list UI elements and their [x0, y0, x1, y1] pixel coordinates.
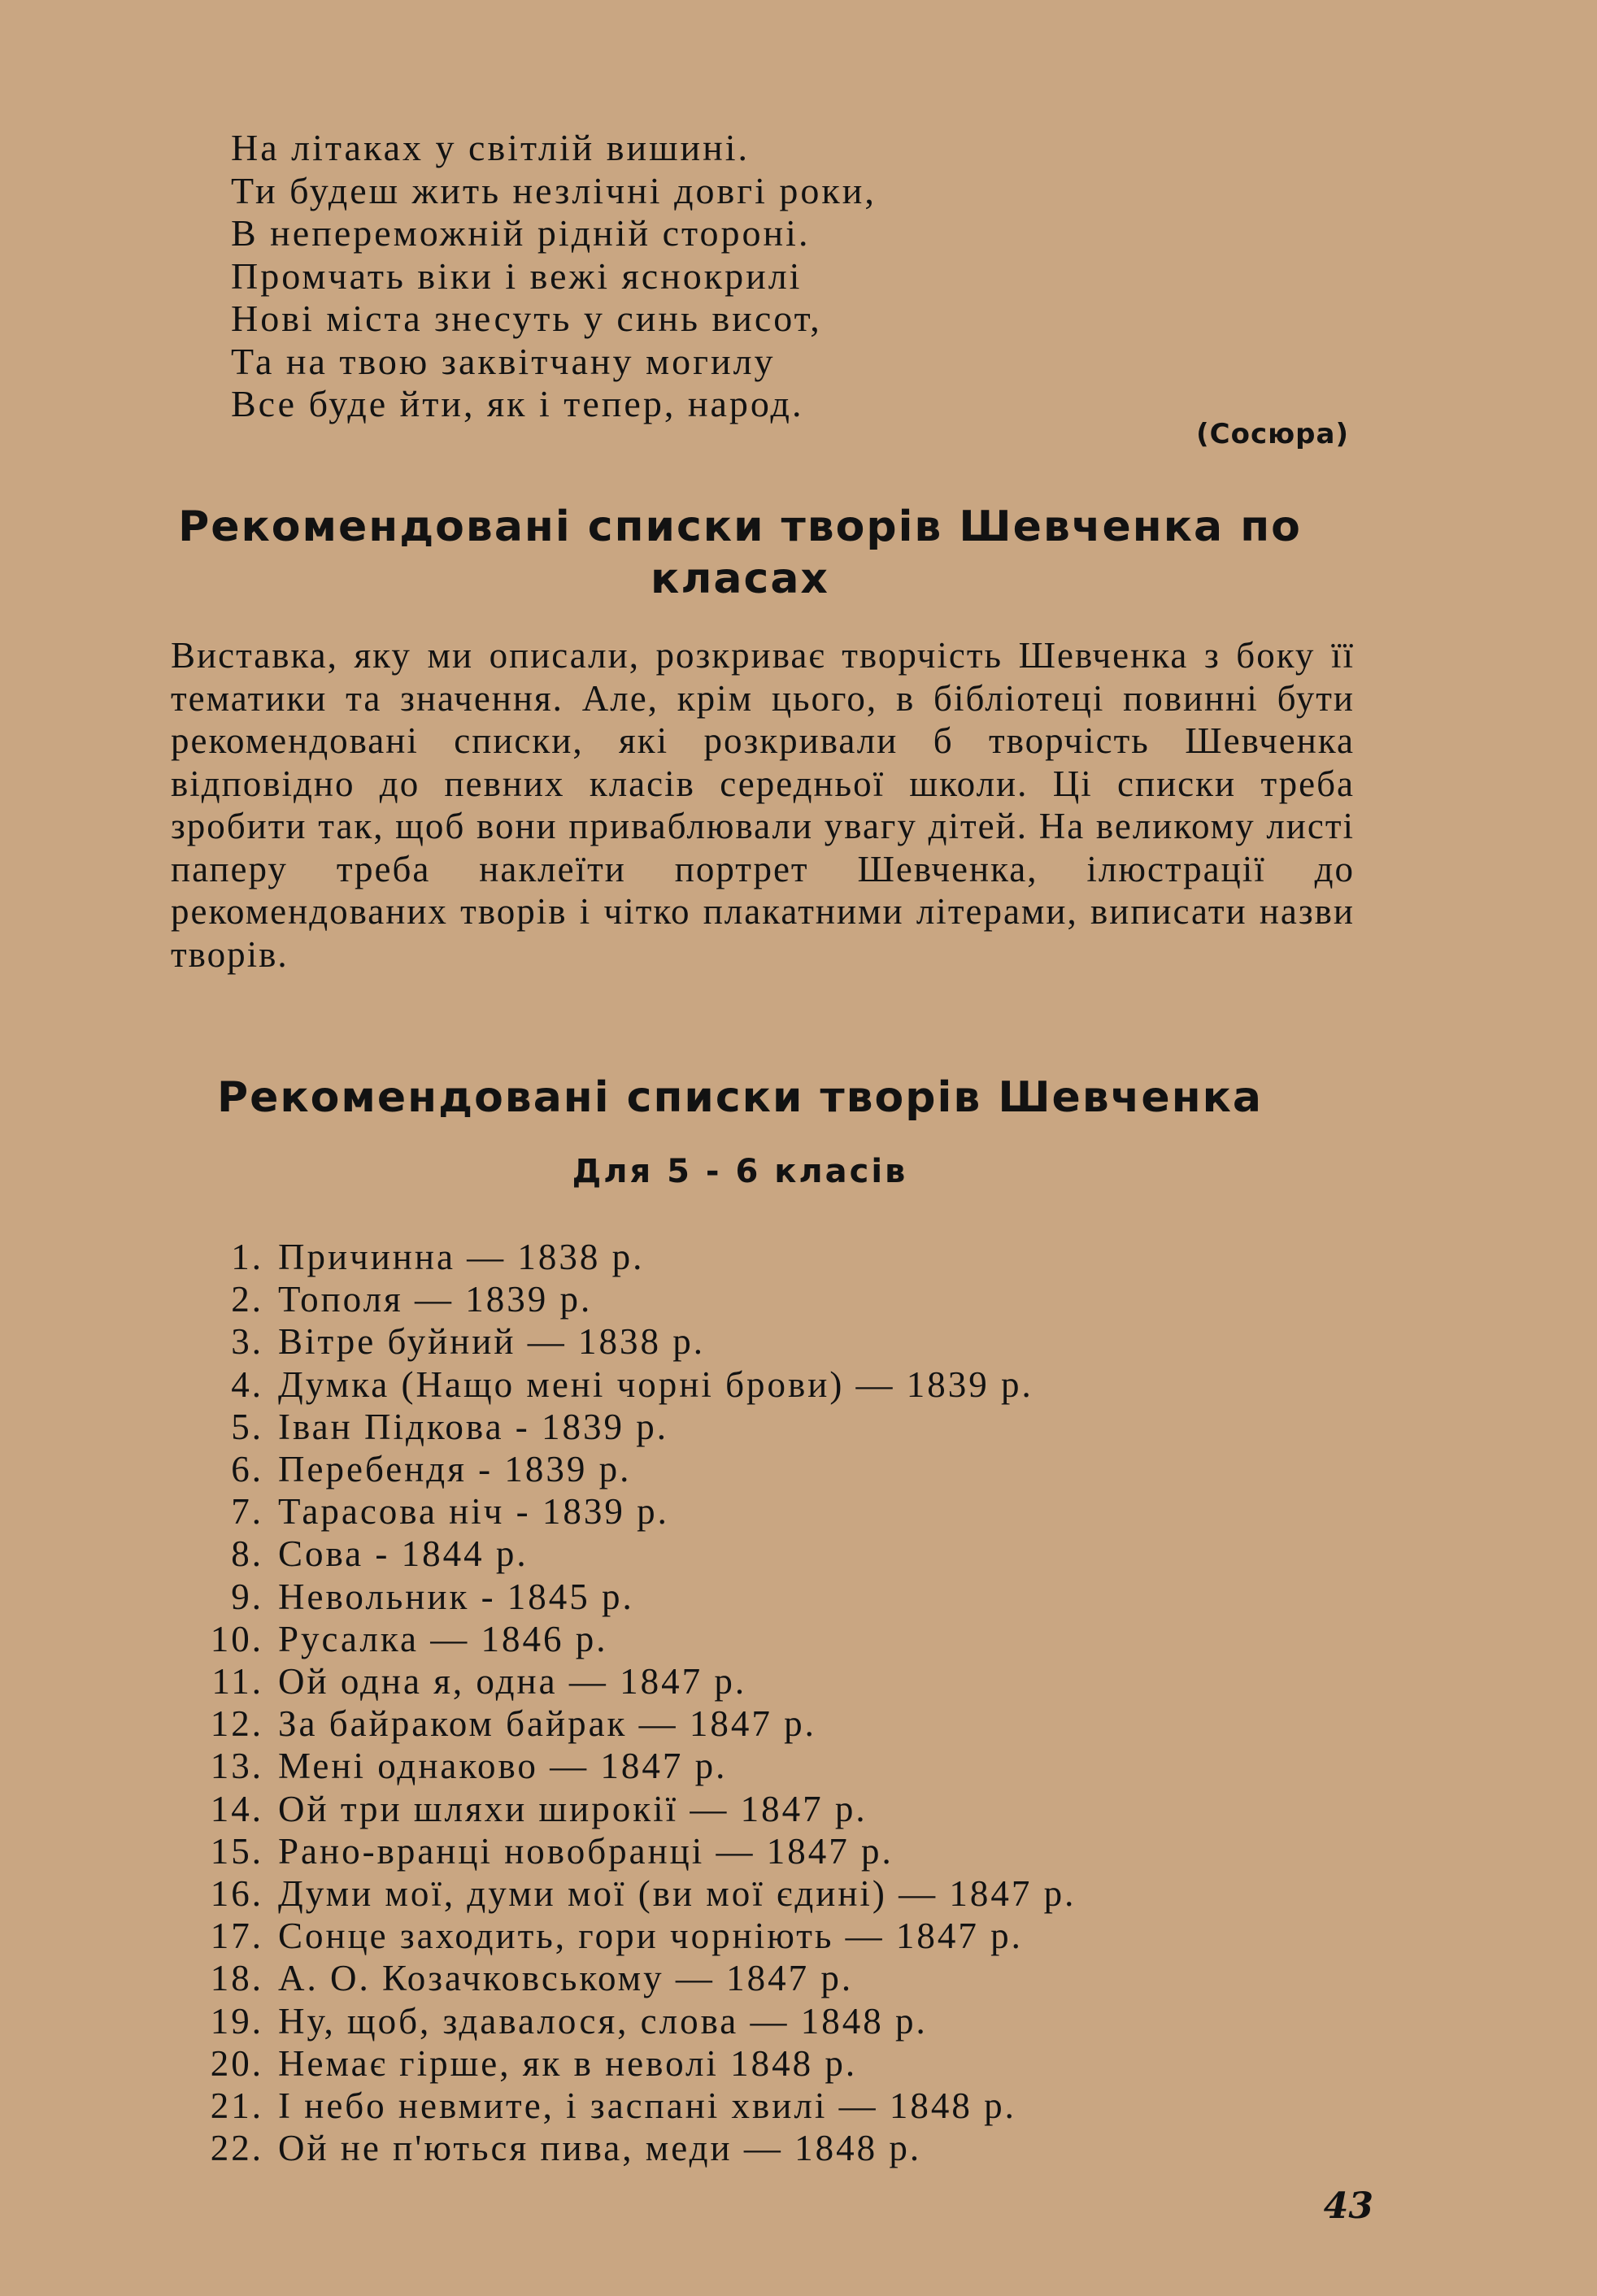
item-number: 5.: [231, 1406, 263, 1447]
list-item: [179, 1533, 1076, 1575]
item-number: 19.: [210, 2000, 263, 2042]
section-heading: [114, 501, 1366, 605]
item-number: 9.: [231, 1576, 263, 1617]
poem-excerpt: [231, 127, 1369, 426]
list-item: [179, 2085, 1076, 2127]
item-text: Ой одна я, одна — 1847 р.: [278, 1661, 747, 1702]
list-item: [179, 1745, 1076, 1787]
list-item: [179, 1363, 1076, 1406]
item-number: 22.: [210, 2128, 263, 2169]
poem-line: В непереможній рідній стороні.: [231, 212, 811, 254]
list-item: [179, 1406, 1076, 1448]
item-number: 17.: [210, 1916, 263, 1957]
item-number: 16.: [210, 1873, 263, 1915]
item-number: 12.: [210, 1703, 263, 1745]
item-text: Ой три шляхи широкії — 1847 р.: [278, 1788, 868, 1829]
section-heading-line: Рекомендовані списки творів Шевченка по: [178, 502, 1302, 551]
list-item: [179, 2042, 1076, 2085]
item-text: Немає гірше, як в неволі 1848 р.: [278, 2042, 858, 2084]
poem-line: Нові міста знесуть у синь висот,: [231, 298, 822, 339]
list-item: [179, 2000, 1076, 2042]
item-number: 14.: [210, 1788, 263, 1829]
list-heading: Рекомендовані списки творів Шевченка: [216, 1073, 1264, 1122]
item-number: 20.: [210, 2042, 263, 2084]
item-number: 21.: [210, 2085, 263, 2127]
list-item: [179, 1788, 1076, 1830]
list-item: [179, 2127, 1076, 2169]
item-text: Сова - 1844 р.: [278, 1533, 529, 1575]
item-text: Причинна — 1838 р.: [278, 1237, 645, 1277]
item-number: 18.: [210, 1958, 263, 1999]
item-number: 10.: [210, 1618, 263, 1659]
item-number: 6.: [231, 1449, 263, 1490]
item-text: Перебендя - 1839 р.: [278, 1449, 632, 1490]
recommended-works-list: [179, 1236, 1076, 2169]
list-item: [179, 1830, 1076, 1872]
item-number: 4.: [231, 1363, 263, 1405]
item-text: Думка (Нащо мені чорні брови) — 1839 р.: [278, 1363, 1033, 1405]
item-text: Невольник - 1845 р.: [278, 1576, 634, 1617]
list-item: [179, 1618, 1076, 1660]
list-item: [179, 1872, 1076, 1915]
list-item: [179, 1490, 1076, 1533]
poem-line: Промчать віки і вежі яснокрилі: [231, 254, 803, 297]
item-text: А. О. Козачковському — 1847 р.: [278, 1958, 854, 1999]
poem-line: Ти будеш жить незлічні довгі роки,: [231, 169, 877, 211]
item-text: Іван Підкова - 1839 р.: [278, 1406, 669, 1447]
item-number: 7.: [231, 1491, 263, 1533]
list-item: [179, 1236, 1076, 1278]
body-paragraph: Виставка, яку ми описали, розкриває творчість Шевченка з боку її тематики та значення. Але, крім цього, в бібліотеці повинні бути рекомендовані списки, які розкривали б творчість Шевченка відповідно до певних класів середньої школи. Ці списки треба зробити так, щоб вони приваблювали увагу дітей. На великому листі паперу треба наклеїти портрет Шевченка, ілюстрації до рекомендованих творів і чітко плакатними літерами, виписати назви творів.: [171, 635, 1355, 975]
list-item: [179, 1702, 1076, 1745]
list-item: [179, 1915, 1076, 1957]
page-number: 43: [1323, 2185, 1373, 2227]
list-item: [179, 1660, 1076, 1702]
item-text: Ну, щоб, здавалося, слова — 1848 р.: [278, 2000, 928, 2042]
item-text: Тарасова ніч - 1839 р.: [278, 1491, 669, 1533]
item-text: Сонце заходить, гори чорніють — 1847 р.: [278, 1916, 1023, 1957]
item-number: 8.: [231, 1533, 263, 1575]
item-number: 1.: [231, 1237, 263, 1277]
item-number: 3.: [231, 1321, 263, 1363]
item-text: Рано-вранці новобранці — 1847 р.: [278, 1830, 894, 1872]
list-item: [179, 1320, 1076, 1363]
item-text: Тополя — 1839 р.: [278, 1279, 593, 1320]
item-number: 2.: [231, 1279, 263, 1320]
list-item: [179, 1576, 1076, 1618]
section-heading-line: класах: [651, 554, 829, 603]
item-text: І небо невмите, і заспані хвилі — 1848 р.: [278, 2085, 1016, 2127]
poem-line: На літаках у світлій вишині.: [231, 127, 751, 168]
item-number: 13.: [210, 1746, 263, 1787]
item-text: За байраком байрак — 1847 р.: [278, 1703, 816, 1745]
poem-line: Та на твою заквітчану могилу: [231, 340, 776, 382]
item-number: 11.: [211, 1661, 263, 1702]
item-text: Ой не п'ються пива, меди — 1848 р.: [278, 2128, 922, 2169]
item-text: Вітре буйний — 1838 р.: [278, 1321, 705, 1363]
list-item: [179, 1957, 1076, 1999]
list-item: [179, 1278, 1076, 1320]
grade-subheading: Для 5 - 6 класів: [572, 1153, 908, 1190]
item-number: 15.: [210, 1830, 263, 1872]
poem-line: Все буде йти, як і тепер, народ.: [231, 383, 804, 424]
item-text: Русалка — 1846 р.: [278, 1618, 608, 1659]
item-text: Думи мої, думи мої (ви мої єдині) — 1847 р.: [278, 1873, 1077, 1915]
list-item: [179, 1448, 1076, 1490]
item-text: Мені однаково — 1847 р.: [278, 1746, 728, 1787]
poem-attribution: (Сосюра): [1196, 418, 1349, 450]
